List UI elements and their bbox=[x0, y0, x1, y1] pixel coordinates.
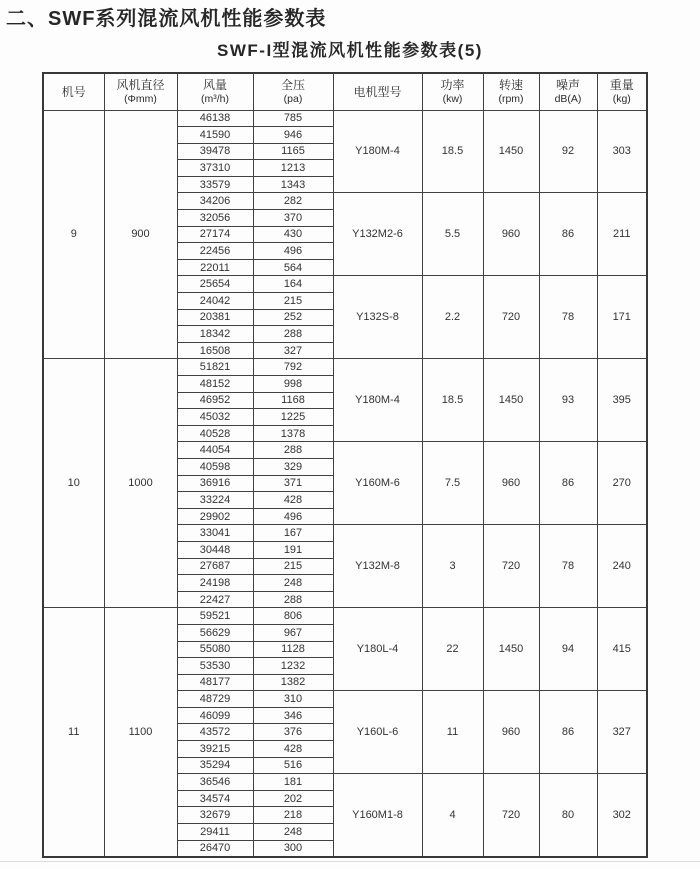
power-cell: 2.2 bbox=[422, 276, 483, 359]
column-header-weight bbox=[597, 73, 647, 110]
airflow-cell: 39215 bbox=[177, 741, 253, 758]
pressure-cell: 516 bbox=[253, 757, 333, 774]
power-cell: 3 bbox=[422, 525, 483, 608]
pressure-cell: 215 bbox=[253, 293, 333, 310]
airflow-cell: 35294 bbox=[177, 757, 253, 774]
motor-model-cell: Y180M-4 bbox=[333, 359, 422, 442]
airflow-cell: 44054 bbox=[177, 442, 253, 459]
scan-shadow-line bbox=[0, 861, 700, 862]
power-cell: 11 bbox=[422, 691, 483, 774]
pressure-cell: 218 bbox=[253, 807, 333, 824]
motor-model-cell: Y160M-6 bbox=[333, 442, 422, 525]
power-cell: 22 bbox=[422, 608, 483, 691]
noise-cell: 78 bbox=[539, 525, 597, 608]
column-label: 噪声 bbox=[555, 78, 580, 93]
airflow-cell: 30448 bbox=[177, 541, 253, 558]
diameter-cell: 1100 bbox=[104, 608, 177, 857]
pressure-cell: 164 bbox=[253, 276, 333, 293]
motor-model-cell: Y160M1-8 bbox=[333, 774, 422, 857]
column-label: 功率 bbox=[440, 78, 465, 93]
airflow-cell: 29902 bbox=[177, 508, 253, 525]
power-cell: 18.5 bbox=[422, 110, 483, 193]
pressure-cell: 202 bbox=[253, 790, 333, 807]
motor-model-cell: Y160L-6 bbox=[333, 691, 422, 774]
pressure-cell: 376 bbox=[253, 724, 333, 741]
machine-no-cell: 9 bbox=[43, 110, 104, 359]
airflow-cell: 55080 bbox=[177, 641, 253, 658]
pressure-cell: 430 bbox=[253, 226, 333, 243]
motor-model-cell: Y180L-4 bbox=[333, 608, 422, 691]
table-row bbox=[43, 608, 647, 625]
column-unit: dB(A) bbox=[554, 92, 582, 105]
airflow-cell: 40528 bbox=[177, 425, 253, 442]
pressure-cell: 310 bbox=[253, 691, 333, 708]
column-label: 全压 bbox=[280, 78, 305, 93]
airflow-cell: 34574 bbox=[177, 790, 253, 807]
weight-cell: 171 bbox=[597, 276, 647, 359]
speed-cell: 1450 bbox=[483, 608, 539, 691]
column-unit: (m³/h) bbox=[201, 92, 229, 105]
column-unit: (kw) bbox=[442, 92, 463, 105]
table-header-row bbox=[43, 73, 647, 110]
column-unit: (rpm) bbox=[498, 92, 524, 105]
airflow-cell: 59521 bbox=[177, 608, 253, 625]
airflow-cell: 45032 bbox=[177, 409, 253, 426]
machine-no-cell: 11 bbox=[43, 608, 104, 857]
airflow-cell: 37310 bbox=[177, 160, 253, 177]
airflow-cell: 22456 bbox=[177, 243, 253, 260]
airflow-cell: 26470 bbox=[177, 840, 253, 857]
pressure-cell: 1232 bbox=[253, 658, 333, 675]
column-header-motor-model bbox=[333, 73, 422, 110]
airflow-cell: 48152 bbox=[177, 376, 253, 393]
airflow-cell: 24042 bbox=[177, 293, 253, 310]
pressure-cell: 806 bbox=[253, 608, 333, 625]
speed-cell: 720 bbox=[483, 276, 539, 359]
pressure-cell: 496 bbox=[253, 508, 333, 525]
airflow-cell: 33041 bbox=[177, 525, 253, 542]
motor-model-cell: Y132S-8 bbox=[333, 276, 422, 359]
pressure-cell: 288 bbox=[253, 326, 333, 343]
airflow-cell: 53530 bbox=[177, 658, 253, 675]
diameter-cell: 900 bbox=[104, 110, 177, 359]
noise-cell: 86 bbox=[539, 442, 597, 525]
fan-spec-table bbox=[42, 72, 648, 858]
column-header-airflow bbox=[177, 73, 253, 110]
speed-cell: 960 bbox=[483, 691, 539, 774]
column-label: 电机型号 bbox=[353, 84, 402, 99]
noise-cell: 93 bbox=[539, 359, 597, 442]
diameter-cell: 1000 bbox=[104, 359, 177, 608]
column-header-diameter bbox=[104, 73, 177, 110]
speed-cell: 720 bbox=[483, 774, 539, 857]
airflow-cell: 40598 bbox=[177, 458, 253, 475]
table-row bbox=[43, 110, 647, 127]
column-header-speed bbox=[483, 73, 539, 110]
pressure-cell: 215 bbox=[253, 558, 333, 575]
airflow-cell: 34206 bbox=[177, 193, 253, 210]
airflow-cell: 16508 bbox=[177, 342, 253, 359]
table-body bbox=[43, 110, 647, 857]
pressure-cell: 248 bbox=[253, 824, 333, 841]
airflow-cell: 33579 bbox=[177, 176, 253, 193]
pressure-cell: 1343 bbox=[253, 176, 333, 193]
pressure-cell: 252 bbox=[253, 309, 333, 326]
speed-cell: 720 bbox=[483, 525, 539, 608]
pressure-cell: 1168 bbox=[253, 392, 333, 409]
pressure-cell: 300 bbox=[253, 840, 333, 857]
noise-cell: 78 bbox=[539, 276, 597, 359]
motor-model-cell: Y180M-4 bbox=[333, 110, 422, 193]
pressure-cell: 428 bbox=[253, 741, 333, 758]
table-title: SWF-I型混流风机性能参数表(5) bbox=[217, 41, 483, 60]
airflow-cell: 33224 bbox=[177, 492, 253, 509]
airflow-cell: 18342 bbox=[177, 326, 253, 343]
airflow-cell: 43572 bbox=[177, 724, 253, 741]
airflow-cell: 41590 bbox=[177, 127, 253, 144]
column-label: 机号 bbox=[61, 84, 86, 99]
column-label: 风量 bbox=[202, 78, 227, 93]
pressure-cell: 1128 bbox=[253, 641, 333, 658]
pressure-cell: 998 bbox=[253, 376, 333, 393]
pressure-cell: 792 bbox=[253, 359, 333, 376]
pressure-cell: 1213 bbox=[253, 160, 333, 177]
power-cell: 5.5 bbox=[422, 193, 483, 276]
pressure-cell: 167 bbox=[253, 525, 333, 542]
pressure-cell: 288 bbox=[253, 591, 333, 608]
airflow-cell: 46952 bbox=[177, 392, 253, 409]
page-title: 二、SWF系列混流风机性能参数表 bbox=[6, 8, 327, 30]
airflow-cell: 48729 bbox=[177, 691, 253, 708]
pressure-cell: 327 bbox=[253, 342, 333, 359]
pressure-cell: 248 bbox=[253, 575, 333, 592]
pressure-cell: 288 bbox=[253, 442, 333, 459]
weight-cell: 270 bbox=[597, 442, 647, 525]
airflow-cell: 25654 bbox=[177, 276, 253, 293]
noise-cell: 86 bbox=[539, 193, 597, 276]
weight-cell: 302 bbox=[597, 774, 647, 857]
power-cell: 18.5 bbox=[422, 359, 483, 442]
motor-model-cell: Y132M2-6 bbox=[333, 193, 422, 276]
airflow-cell: 32056 bbox=[177, 210, 253, 227]
pressure-cell: 346 bbox=[253, 707, 333, 724]
airflow-cell: 46099 bbox=[177, 707, 253, 724]
airflow-cell: 27174 bbox=[177, 226, 253, 243]
column-header-machine-no bbox=[43, 73, 104, 110]
table-row bbox=[43, 359, 647, 376]
airflow-cell: 39478 bbox=[177, 143, 253, 160]
motor-model-cell: Y132M-8 bbox=[333, 525, 422, 608]
column-header-noise bbox=[539, 73, 597, 110]
weight-cell: 415 bbox=[597, 608, 647, 691]
pressure-cell: 496 bbox=[253, 243, 333, 260]
airflow-cell: 51821 bbox=[177, 359, 253, 376]
noise-cell: 94 bbox=[539, 608, 597, 691]
column-label: 风机直径 bbox=[116, 78, 165, 93]
pressure-cell: 428 bbox=[253, 492, 333, 509]
pressure-cell: 564 bbox=[253, 259, 333, 276]
airflow-cell: 46138 bbox=[177, 110, 253, 127]
speed-cell: 1450 bbox=[483, 359, 539, 442]
column-header-pressure bbox=[253, 73, 333, 110]
pressure-cell: 329 bbox=[253, 458, 333, 475]
airflow-cell: 27687 bbox=[177, 558, 253, 575]
weight-cell: 240 bbox=[597, 525, 647, 608]
airflow-cell: 22011 bbox=[177, 259, 253, 276]
column-unit: (pa) bbox=[283, 92, 303, 105]
pressure-cell: 1382 bbox=[253, 674, 333, 691]
pressure-cell: 282 bbox=[253, 193, 333, 210]
airflow-cell: 29411 bbox=[177, 824, 253, 841]
pressure-cell: 191 bbox=[253, 541, 333, 558]
noise-cell: 80 bbox=[539, 774, 597, 857]
column-header-power bbox=[422, 73, 483, 110]
column-label: 转速 bbox=[498, 78, 523, 93]
pressure-cell: 181 bbox=[253, 774, 333, 791]
pressure-cell: 370 bbox=[253, 210, 333, 227]
airflow-cell: 36546 bbox=[177, 774, 253, 791]
power-cell: 4 bbox=[422, 774, 483, 857]
pressure-cell: 946 bbox=[253, 127, 333, 144]
weight-cell: 327 bbox=[597, 691, 647, 774]
pressure-cell: 785 bbox=[253, 110, 333, 127]
column-unit: (Φmm) bbox=[124, 92, 157, 105]
power-cell: 7.5 bbox=[422, 442, 483, 525]
machine-no-cell: 10 bbox=[43, 359, 104, 608]
table-header bbox=[43, 73, 647, 110]
speed-cell: 960 bbox=[483, 442, 539, 525]
weight-cell: 303 bbox=[597, 110, 647, 193]
pressure-cell: 1378 bbox=[253, 425, 333, 442]
airflow-cell: 24198 bbox=[177, 575, 253, 592]
airflow-cell: 22427 bbox=[177, 591, 253, 608]
weight-cell: 395 bbox=[597, 359, 647, 442]
pressure-cell: 371 bbox=[253, 475, 333, 492]
weight-cell: 211 bbox=[597, 193, 647, 276]
column-unit: (kg) bbox=[612, 92, 631, 105]
airflow-cell: 32679 bbox=[177, 807, 253, 824]
column-label: 重量 bbox=[609, 78, 634, 93]
noise-cell: 92 bbox=[539, 110, 597, 193]
pressure-cell: 1165 bbox=[253, 143, 333, 160]
noise-cell: 86 bbox=[539, 691, 597, 774]
airflow-cell: 48177 bbox=[177, 674, 253, 691]
pressure-cell: 1225 bbox=[253, 409, 333, 426]
speed-cell: 960 bbox=[483, 193, 539, 276]
airflow-cell: 20381 bbox=[177, 309, 253, 326]
airflow-cell: 36916 bbox=[177, 475, 253, 492]
airflow-cell: 56629 bbox=[177, 624, 253, 641]
pressure-cell: 967 bbox=[253, 624, 333, 641]
speed-cell: 1450 bbox=[483, 110, 539, 193]
